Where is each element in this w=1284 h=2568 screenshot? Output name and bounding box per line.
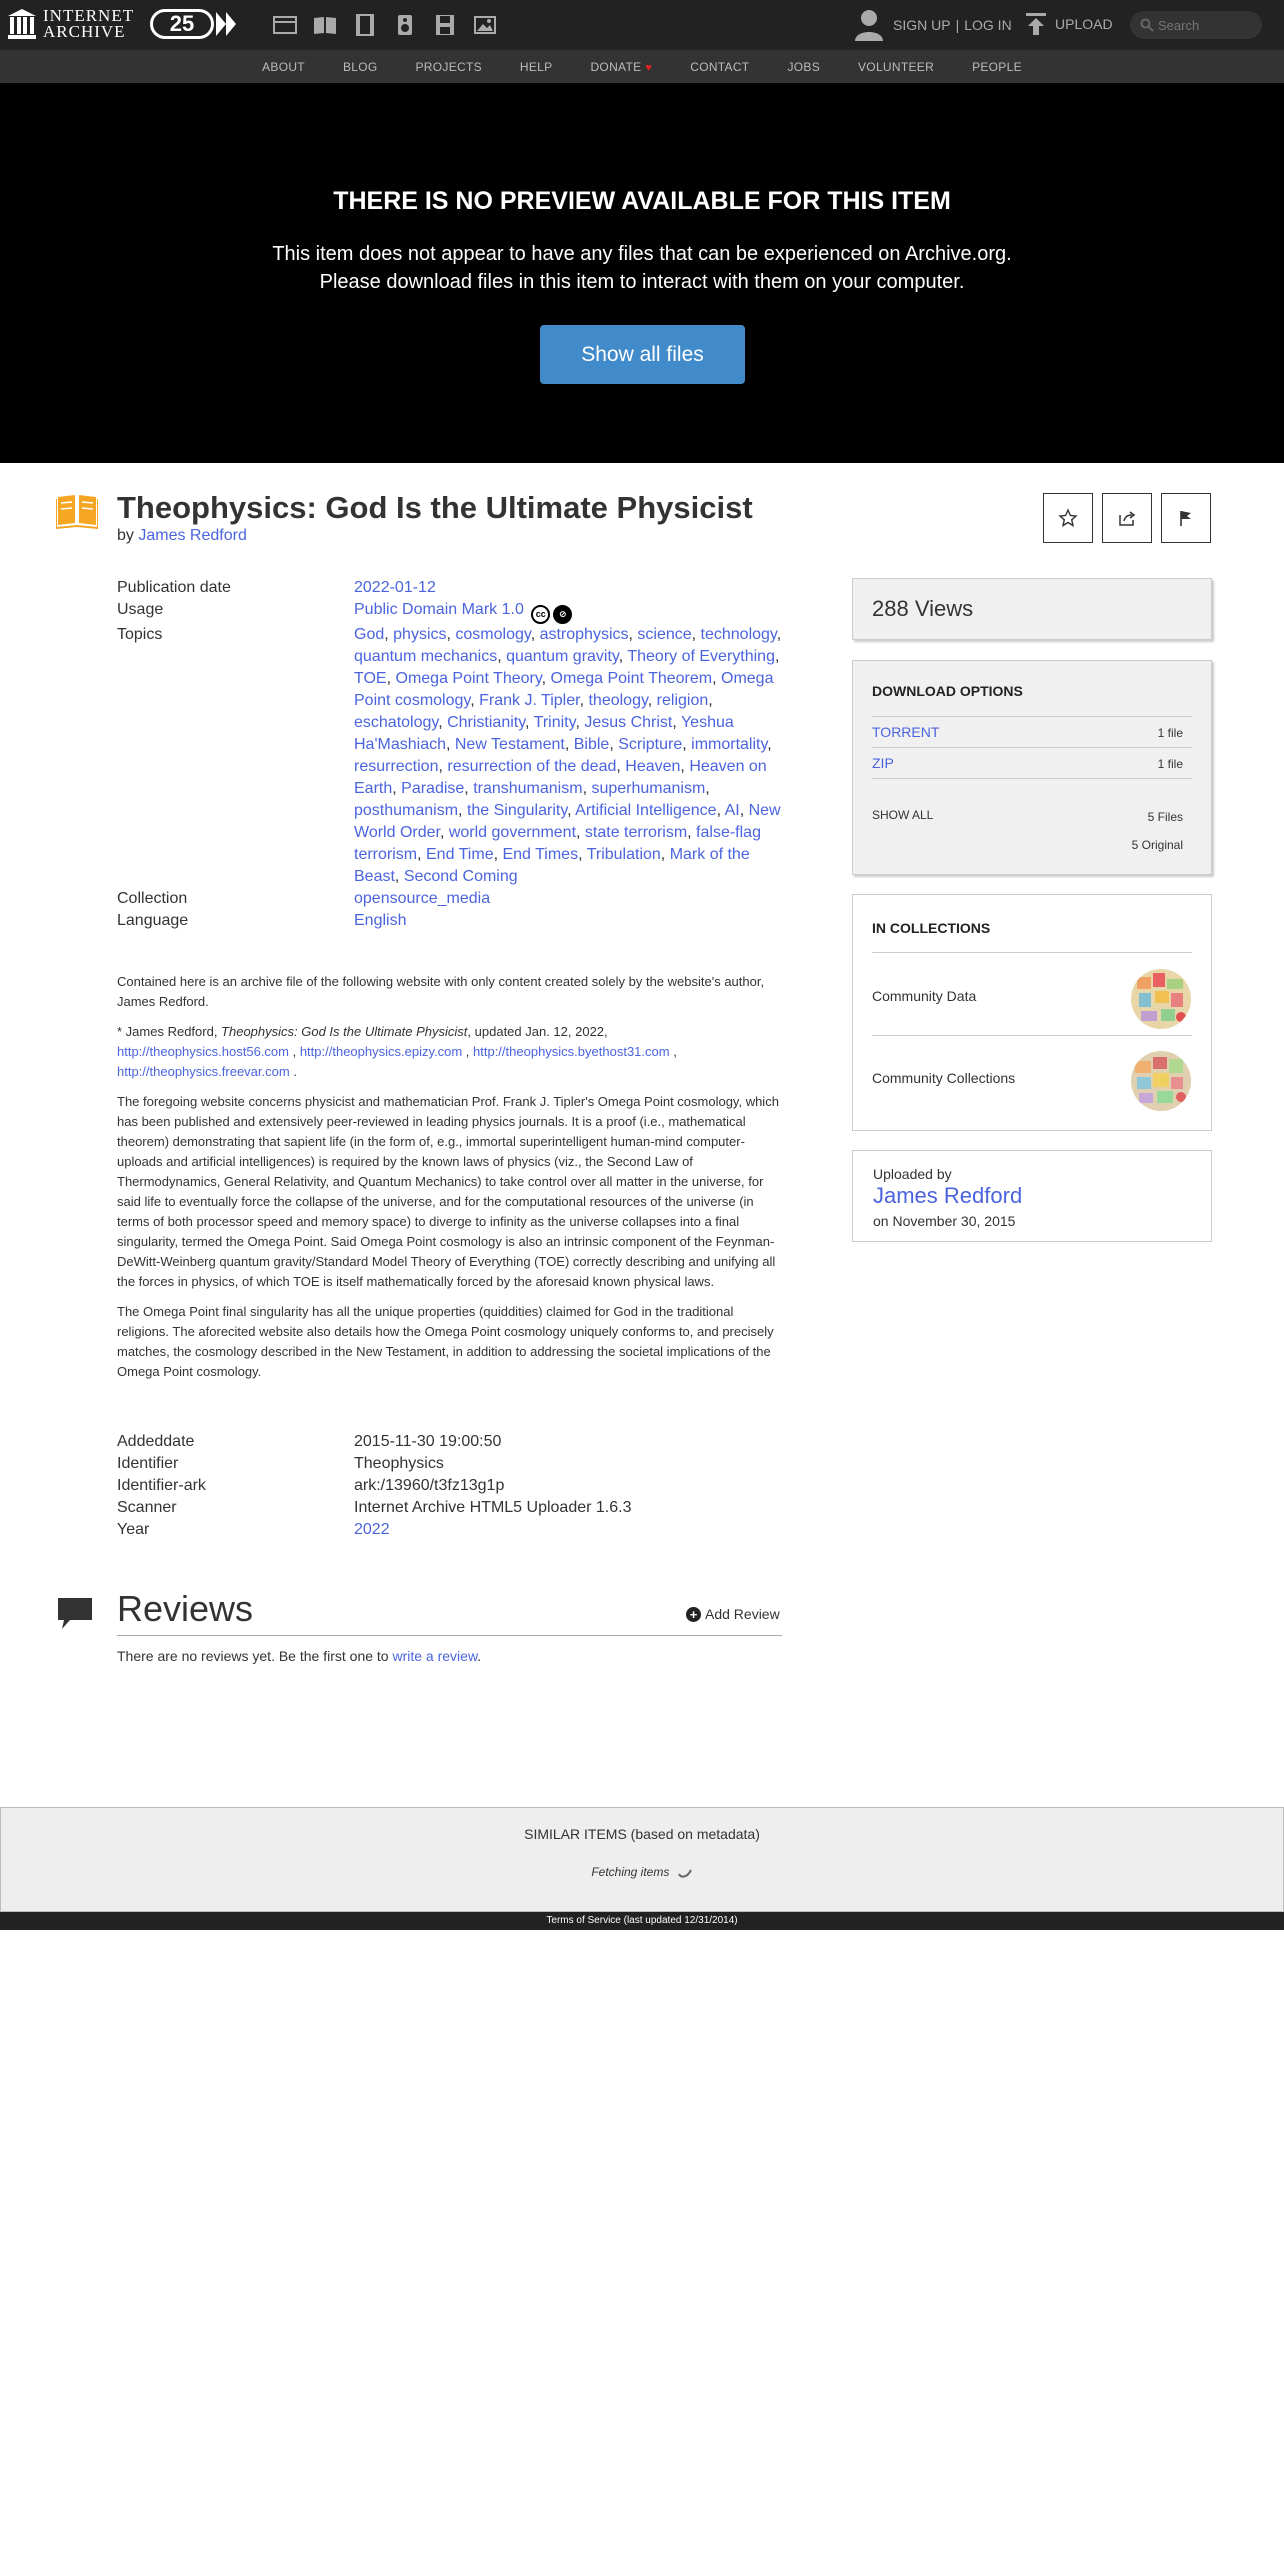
search-input[interactable] (1158, 15, 1254, 35)
topic-link[interactable]: physics (393, 626, 447, 643)
show-all-files-button[interactable]: Show all files (540, 325, 745, 384)
upload-icon (1025, 12, 1047, 36)
link-separator: , (288, 1044, 300, 1059)
download-divider (872, 778, 1192, 779)
uploader-link[interactable]: James Redford (873, 1183, 1023, 1208)
similar-items-section (0, 1807, 1284, 1912)
topic-link[interactable]: Heaven (625, 758, 681, 775)
topic-link[interactable]: astrophysics (539, 626, 629, 643)
meta-row-language (117, 910, 782, 932)
meta-key: Year (117, 1521, 150, 1538)
website-link-3[interactable]: http://theophysics.byethost31.com (473, 1044, 670, 1059)
website-link-1[interactable]: http://theophysics.host56.com (117, 1044, 289, 1059)
topic-link[interactable]: Mark of the Beast (354, 846, 750, 885)
user-avatar-icon[interactable] (855, 9, 883, 41)
nav-people[interactable]: PEOPLE (972, 59, 1022, 74)
citation-end: . (289, 1064, 297, 1079)
cc-icon: cc (531, 605, 550, 624)
download-row-show-all (872, 806, 1192, 822)
citation-prefix: * James Redford, (117, 1024, 222, 1039)
user-link-separator: | (955, 17, 960, 33)
add-review-label: Add Review (705, 1606, 780, 1622)
meta-row-addeddate (117, 1431, 782, 1453)
topic-link[interactable]: transhumanism (473, 780, 583, 797)
upload-date: on November 30, 2015 (873, 1213, 1016, 1229)
download-options-box (852, 660, 1212, 875)
top-bar (0, 0, 1284, 50)
search-box (1130, 11, 1262, 39)
collection-divider (872, 1035, 1192, 1036)
plus-icon: + (686, 1607, 701, 1622)
user-area (855, 9, 1012, 41)
speech-bubble-icon (56, 1594, 94, 1632)
search-icon (1140, 18, 1154, 32)
topic-link[interactable]: Theory of Everything (627, 648, 775, 665)
logo-line-2: ARCHIVE (43, 22, 126, 41)
topic-link[interactable]: theology (588, 692, 648, 709)
nav-donate[interactable] (571, 60, 671, 74)
scanner-value: Internet Archive HTML5 Uploader 1.6.3 (354, 1499, 632, 1516)
topic-link[interactable]: Yeshua Ha'Mashiach (354, 714, 734, 753)
metadata-list (117, 577, 782, 932)
topic-link[interactable]: cosmology (455, 626, 531, 643)
item-byline (117, 527, 247, 545)
meta-row-identifier-ark (117, 1475, 782, 1497)
similar-items-heading: SIMILAR ITEMS (based on metadata) (524, 1826, 760, 1842)
nav-contact[interactable]: CONTACT (690, 59, 750, 74)
topic-link[interactable]: God (354, 626, 385, 643)
star-icon (1058, 508, 1078, 528)
log-in-link[interactable]: LOG IN (964, 17, 1012, 33)
topic-link[interactable]: Second Coming (403, 868, 518, 885)
no-reviews-message (117, 1648, 481, 1664)
topic-link[interactable]: TOE (354, 670, 387, 687)
torrent-download-link[interactable]: TORRENT (872, 724, 940, 740)
topic-link[interactable]: New Testament (454, 736, 565, 753)
favorite-button[interactable] (1043, 493, 1093, 543)
audio-icon[interactable] (392, 13, 418, 37)
publication-date-link[interactable]: 2022-01-12 (354, 579, 436, 596)
logo-line-1: INTERNET (43, 6, 135, 25)
uploader-box (852, 1150, 1212, 1242)
item-title: Theophysics: God Is the Ultimate Physicist (117, 490, 753, 525)
topic-link[interactable]: eschatology (354, 714, 439, 731)
topic-link[interactable]: technology (700, 626, 777, 643)
topic-link[interactable]: Omega Point Theorem (550, 670, 713, 687)
download-row-zip (872, 755, 1192, 771)
meta-key: Topics (117, 626, 163, 643)
collection-link[interactable]: opensource_media (354, 890, 491, 907)
description-paragraph-3: The foregoing website concerns physicist and mathematician Prof. Frank J. Tipler's Omega Point cosmology, which has been published and extensively peer-reviewed in leading physics journals. It is a proof (i.e., mathematical theorem) demonstrating that sapient life (in the form of, e.g., immortal superintelligent human-mind computer-uploads and artificial intelligences) is required by the known laws of physics (viz., the Second Law of Thermodynamics, General Relativity, and Quantum Mechanics) to take control over all matter in the universe, for said life to eventually force the collapse of the universe, and for the computational resources of the universe (in terms of both processor speed and memory space) to diverge to infinity as the universe collapses into a final singularity, termed the Omega Point. Said Omega Point cosmology is also an intrinsic component of the Feynman-DeWitt-Weinberg quantum gravity/Standard Model Theory of Everything (TOE) correctly describing and unifying all the forces in physics, of which TOE is itself mathematically forced by the aforesaid known physical laws. (117, 1094, 779, 1289)
zip-file-count: 1 file (1157, 757, 1183, 771)
fetching-text: Fetching items (591, 1865, 670, 1879)
topic-link[interactable]: Omega Point Theory (395, 670, 542, 687)
topic-link[interactable]: Heaven on Earth (354, 758, 767, 797)
identifier-ark-value: ark:/13960/t3fz13g1p (354, 1477, 505, 1494)
description-paragraph-1: Contained here is an archive file of the following website with only content created solely by the website's author, James Redford. (117, 974, 765, 1009)
anniversary-25-logo[interactable] (150, 8, 236, 40)
nav-help[interactable]: HELP (519, 59, 553, 74)
meta-row-identifier (117, 1453, 782, 1475)
uploaded-by-label: Uploaded by (873, 1166, 952, 1182)
topic-link[interactable]: quantum gravity (506, 648, 619, 665)
views-count: 288 Views (872, 596, 974, 621)
topic-link[interactable]: posthumanism (354, 802, 459, 819)
logo-wordmark (43, 8, 134, 40)
software-icon[interactable] (432, 13, 458, 37)
topic-link[interactable]: false-flag terrorism (354, 824, 761, 863)
add-review-button[interactable] (686, 1606, 780, 1622)
nav-volunteer[interactable]: VOLUNTEER (858, 59, 935, 74)
media-type-nav (272, 13, 498, 37)
topic-link[interactable]: religion (656, 692, 709, 709)
identifier-value: Theophysics (354, 1455, 444, 1472)
nav-donate-label: DONATE (590, 59, 642, 74)
public-domain-icon: ⊘ (553, 605, 572, 624)
no-reviews-end: . (477, 1648, 482, 1664)
citation-title: Theophysics: God Is the Ultimate Physicist (221, 1024, 468, 1039)
views-box (852, 578, 1212, 640)
language-link[interactable]: English (354, 912, 407, 929)
meta-key: Identifier (117, 1455, 179, 1472)
nav-about[interactable]: ABOUT (262, 59, 305, 74)
link-separator: , (669, 1044, 677, 1059)
download-divider (872, 747, 1192, 748)
usage-link[interactable]: Public Domain Mark 1.0 (354, 601, 524, 618)
meta-key: Addeddate (117, 1433, 195, 1450)
meta-row-publication-date (117, 577, 782, 599)
collections-heading: IN COLLECTIONS (872, 920, 991, 936)
description-paragraph-2 (117, 1022, 782, 1082)
collection-community-collections-link[interactable]: Community Collections (872, 1070, 1016, 1086)
loading-spinner-icon (677, 1866, 693, 1878)
meta-key: Identifier-ark (117, 1477, 206, 1494)
meta-key: Publication date (117, 579, 231, 596)
meta-row-year (117, 1519, 782, 1541)
meta-row-topics (117, 624, 782, 888)
item-description (117, 972, 782, 1392)
topic-link[interactable]: AI (724, 802, 740, 819)
no-preview-line-1: This item does not appear to have any files that can be experienced on Archive.org. (272, 243, 1012, 265)
description-paragraph-4: The Omega Point final singularity has all the unique properties (quiddities) claimed for God in the traditional religions. The aforecited website also details how the Omega Point cosmology uniquely conforms to, and precisely matches, the cosmology described in the New Testament, in addition to addressing the societal implications of the Omega Point cosmology. (117, 1304, 774, 1379)
video-icon[interactable] (352, 13, 378, 37)
topic-link[interactable]: End Time (426, 846, 494, 863)
download-options-heading: DOWNLOAD OPTIONS (872, 683, 1023, 699)
topic-link[interactable]: Omega Point cosmology (354, 670, 774, 709)
website-link-2[interactable]: http://theophysics.epizy.com (299, 1044, 463, 1059)
meta-key: Scanner (117, 1499, 177, 1516)
torrent-file-count: 1 file (1157, 726, 1183, 740)
topic-link[interactable]: immortality (691, 736, 768, 753)
preview-theatre (0, 83, 1284, 463)
show-all-link[interactable]: SHOW ALL (872, 808, 934, 822)
nav-jobs[interactable]: JOBS (787, 59, 820, 74)
share-icon (1117, 508, 1137, 528)
meta-key: Collection (117, 890, 188, 907)
topic-link[interactable]: New World Order (354, 802, 781, 841)
topic-link[interactable]: Artificial Intelligence (575, 802, 717, 819)
meta-key: Language (117, 912, 189, 929)
fetching-items-status (1, 1865, 1283, 1879)
addeddate-value: 2015-11-30 19:00:50 (354, 1433, 502, 1450)
meta-row-scanner (117, 1497, 782, 1519)
write-review-link[interactable]: write a review (392, 1648, 478, 1664)
terms-footer (0, 1912, 1284, 1930)
citation-suffix: , updated Jan. 12, 2022, (467, 1024, 608, 1039)
collections-box (852, 894, 1212, 1131)
topic-link[interactable]: quantum mechanics (354, 648, 498, 665)
by-prefix: by (117, 527, 134, 544)
upload-label: UPLOAD (1055, 16, 1113, 32)
topic-link[interactable]: the Singularity (466, 802, 568, 819)
meta-key: Usage (117, 601, 164, 618)
reviews-heading: Reviews (117, 1588, 254, 1629)
extra-metadata-list (117, 1431, 782, 1541)
flag-icon (1176, 508, 1196, 528)
topic-link[interactable]: world government (448, 824, 577, 841)
topic-link[interactable]: End Times (502, 846, 579, 863)
website-link-4[interactable]: http://theophysics.freevar.com (117, 1064, 290, 1079)
collection-divider (872, 952, 1192, 953)
upload-link[interactable] (1025, 12, 1113, 36)
heart-icon: ♥ (645, 61, 653, 74)
meta-row-collection (117, 888, 782, 910)
nav-projects[interactable]: PROJECTS (415, 59, 482, 74)
files-count: 5 Files (1147, 810, 1183, 824)
archive-temple-icon (8, 9, 36, 39)
no-preview-line-2: Please download files in this item to interact with them on your computer. (319, 271, 965, 293)
topic-link[interactable]: Scripture (618, 736, 683, 753)
original-count: 5 Original (1131, 838, 1183, 852)
no-reviews-text: There are no reviews yet. Be the first one to (117, 1648, 393, 1664)
sign-up-link[interactable]: SIGN UP (893, 17, 951, 33)
meta-row-usage (117, 599, 782, 624)
zip-download-link[interactable]: ZIP (872, 755, 894, 771)
texts-icon[interactable] (312, 13, 338, 37)
topic-link[interactable]: Frank J. Tipler (479, 692, 580, 709)
terms-of-service-link[interactable]: Terms of Service (last updated 12/31/2014) (546, 1915, 738, 1926)
topic-link[interactable]: science (637, 626, 692, 643)
nav-bar (0, 50, 1284, 83)
download-row-torrent (872, 724, 1192, 740)
images-icon[interactable] (472, 13, 498, 37)
topic-link[interactable]: Trinity (533, 714, 576, 731)
collection-community-data-link[interactable]: Community Data (872, 988, 977, 1004)
nav-blog[interactable]: BLOG (342, 59, 378, 74)
web-icon[interactable] (272, 13, 298, 37)
anniversary-number: 25 (150, 9, 214, 39)
no-preview-heading: THERE IS NO PREVIEW AVAILABLE FOR THIS ITEM (333, 187, 951, 215)
link-separator: , (462, 1044, 474, 1059)
topic-link[interactable]: Jesus Christ (584, 714, 673, 731)
topic-link[interactable]: Paradise (401, 780, 465, 797)
collection-thumbnail[interactable] (1131, 969, 1191, 1029)
download-divider (872, 716, 1192, 717)
texts-book-icon (56, 493, 98, 529)
reviews-divider (117, 1635, 782, 1636)
flag-button[interactable] (1161, 493, 1211, 543)
topic-link[interactable]: resurrection of the dead (447, 758, 617, 775)
topics-list: God, physics, cosmology, astrophysics, science, technology, quantum mechanics, quantum gravity, Theory of Everything, TOE, Omega Point Theory, Omega Point Theorem, Omega Point cosmology, Frank J. Tipler, theology, religion, eschatology, Christianity, Trinity, Jesus Christ, Yeshua Ha'Mashiach, New Testament, Bible, Scripture, immortality, resurrection, resurrection of the dead, Heaven, Heaven on Earth, Paradise, transhumanism, superhumanism, posthumanism, the Singularity, Artificial Intelligence, AI, New World Order, world government, state terrorism, false-flag terrorism, End Time, End Times, Tribulation, Mark of the Beast, Second Coming (354, 626, 782, 885)
no-preview-message (0, 240, 1284, 296)
year-link[interactable]: 2022 (354, 1521, 390, 1538)
topic-link[interactable]: Christianity (447, 714, 526, 731)
share-button[interactable] (1102, 493, 1152, 543)
topic-link[interactable]: superhumanism (591, 780, 706, 797)
author-link[interactable]: James Redford (138, 527, 247, 544)
topic-link[interactable]: Tribulation (586, 846, 661, 863)
internet-archive-logo[interactable] (8, 8, 134, 40)
topic-link[interactable]: state terrorism (584, 824, 688, 841)
collection-thumbnail[interactable] (1131, 1051, 1191, 1111)
topic-link[interactable]: Bible (573, 736, 610, 753)
topic-link[interactable]: resurrection (354, 758, 439, 775)
